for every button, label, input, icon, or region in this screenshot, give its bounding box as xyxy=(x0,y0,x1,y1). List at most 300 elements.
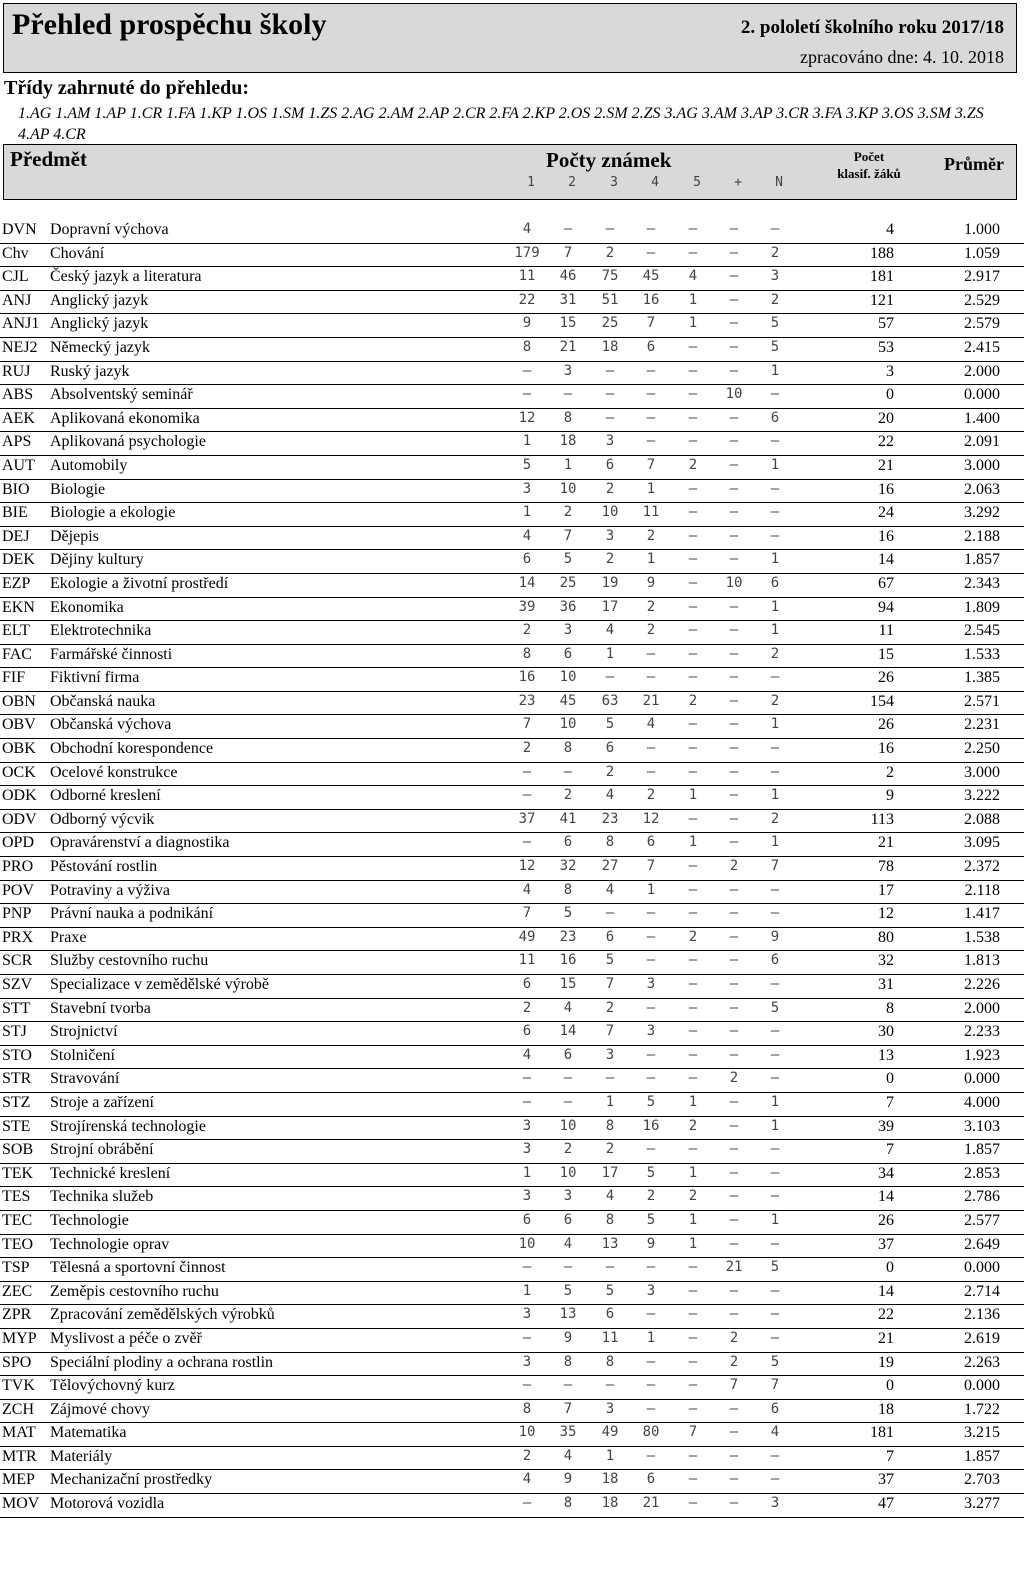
subject-code: TVK xyxy=(2,1377,35,1395)
grade-count-cell: – xyxy=(688,244,698,261)
grade-count-cell: 5 xyxy=(605,952,615,969)
grade-count-cell: 1 xyxy=(770,362,780,379)
grade-count-cell: 2 xyxy=(770,244,780,261)
subject-name: Aplikovaná psychologie xyxy=(50,433,206,451)
table-row xyxy=(0,1423,1024,1447)
grade-count-cell: 3 xyxy=(646,1282,656,1299)
grade-count-cell: – xyxy=(688,1046,698,1063)
average-grade: 2.714 xyxy=(964,1282,1000,1300)
grade-count-cell: – xyxy=(646,1400,656,1417)
grade-count-cell: – xyxy=(688,386,698,403)
subject-name: Zeměpis cestovního ruchu xyxy=(50,1282,219,1300)
grade-count-cell: 2 xyxy=(563,504,573,521)
average-grade: 2.263 xyxy=(964,1353,1000,1371)
subject-code: MOV xyxy=(2,1495,40,1513)
table-row xyxy=(0,692,1024,716)
grade-count-cell: 1 xyxy=(770,1211,780,1228)
subject-code: ZEC xyxy=(2,1282,33,1300)
grade-1-header: 1 xyxy=(527,175,535,190)
subject-code: PRX xyxy=(2,928,34,946)
average-grade: 2.188 xyxy=(964,527,1000,545)
grade-count-cell: 2 xyxy=(646,1188,656,1205)
classes-list: 1.AG 1.AM 1.AP 1.CR 1.FA 1.KP 1.OS 1.SM 1.ZS 2.AG 2.AM 2.AP 2.CR 2.FA 2.KP 2.OS 2.SM 2.ZS 3.AG 3.AM 3.AP 3.CR 3.FA 3.KP 3.OS 3.SM 3.ZS 4.AP 4.CR xyxy=(18,105,984,143)
table-row xyxy=(0,220,1024,244)
grade-count-cell: 6 xyxy=(770,574,780,591)
table-row xyxy=(0,574,1024,598)
subject-code: TEO xyxy=(2,1235,34,1253)
grade-count-cell: 2 xyxy=(770,645,780,662)
subject-code: TES xyxy=(2,1188,31,1206)
grade-count-cell: 1 xyxy=(770,1117,780,1134)
grade-count-cell: 2 xyxy=(605,244,615,261)
grade-count-cell: – xyxy=(688,952,698,969)
grade-count-cell: – xyxy=(646,244,656,261)
table-row xyxy=(0,480,1024,504)
subject-name: Technické kreslení xyxy=(50,1164,171,1182)
subject-code: DEJ xyxy=(2,527,30,545)
grade-count-cell: – xyxy=(729,1235,739,1252)
grade-count-cell: 5 xyxy=(605,716,615,733)
subject-name: Farmářské činnosti xyxy=(50,645,173,663)
grade-count-cell: 2 xyxy=(522,740,532,757)
table-row xyxy=(0,527,1024,551)
table-row xyxy=(0,763,1024,787)
grade-count-cell: 5 xyxy=(605,1282,615,1299)
grade-count-cell: – xyxy=(770,1329,780,1346)
grade-count-cell: 1 xyxy=(688,1164,698,1181)
grade-count-cell: – xyxy=(770,1164,780,1181)
average-grade: 2.091 xyxy=(964,433,1000,451)
grade-count-cell: – xyxy=(688,504,698,521)
grade-count-cell: – xyxy=(646,221,656,237)
subject-name: Český jazyk a literatura xyxy=(50,268,202,286)
subject-name: Občanská nauka xyxy=(50,692,156,710)
subject-name: Matematika xyxy=(50,1424,127,1442)
classified-count: 16 xyxy=(878,480,894,498)
classified-count: 78 xyxy=(878,858,894,876)
average-grade: 2.577 xyxy=(964,1211,1000,1229)
grade-count-cell: 11 xyxy=(642,504,660,521)
grade-count-cell: – xyxy=(729,928,739,945)
grade-count-cell: 4 xyxy=(522,881,532,898)
grade-count-cell: 35 xyxy=(559,1424,577,1441)
subject-code: SPO xyxy=(2,1353,32,1371)
grade-count-cell: 6 xyxy=(522,1023,532,1040)
table-row xyxy=(0,314,1024,338)
grade-count-cell: – xyxy=(563,1377,573,1394)
grade-count-cell: – xyxy=(688,810,698,827)
grade-count-cell: 27 xyxy=(601,858,619,875)
grade-count-cell: 10 xyxy=(559,480,577,497)
grade-count-cell: – xyxy=(522,1377,532,1394)
grade-count-cell: 4 xyxy=(688,268,698,285)
table-row xyxy=(0,621,1024,645)
grade-count-cell: – xyxy=(688,338,698,355)
subject-name: Zájmové chovy xyxy=(50,1400,150,1418)
grade-count-cell: 2 xyxy=(646,622,656,639)
grade-count-cell: – xyxy=(770,669,780,686)
table-row xyxy=(0,550,1024,574)
grade-count-cell: – xyxy=(688,858,698,875)
grade-count-cell: 4 xyxy=(605,1188,615,1205)
grade-count-cell: – xyxy=(729,315,739,332)
average-grade: 2.372 xyxy=(964,858,1000,876)
grade-count-cell: – xyxy=(522,787,532,804)
table-row xyxy=(0,1164,1024,1188)
grade-count-cell: 2 xyxy=(729,1070,739,1087)
grade-count-cell: – xyxy=(646,362,656,379)
subject-name: Praxe xyxy=(50,928,87,946)
grade-count-cell: 6 xyxy=(605,456,615,473)
grade-count-cell: – xyxy=(729,221,739,237)
grade-count-cell: 3 xyxy=(522,480,532,497)
grade-count-cell: – xyxy=(646,999,656,1016)
subject-code: EZP xyxy=(2,574,31,592)
subject-code: ODV xyxy=(2,810,37,828)
grade-count-cell: – xyxy=(646,669,656,686)
grade-count-cell: – xyxy=(688,905,698,922)
grade-count-cell: – xyxy=(563,1070,573,1087)
grade-count-cell: 8 xyxy=(522,645,532,662)
subject-name: Služby cestovního ruchu xyxy=(50,952,209,970)
grade-count-cell: – xyxy=(729,1306,739,1323)
classified-count: 53 xyxy=(878,338,894,356)
grade-count-cell: – xyxy=(770,976,780,992)
subject-code: ZPR xyxy=(2,1306,32,1324)
grade-count-cell: 1 xyxy=(770,834,780,851)
grade-count-cell: 8 xyxy=(563,1353,573,1370)
subject-code: BIO xyxy=(2,480,30,498)
grade-count-cell: – xyxy=(729,787,739,804)
average-grade: 2.088 xyxy=(964,810,1000,828)
subject-code: ODK xyxy=(2,787,37,805)
grade-count-cell: 19 xyxy=(601,574,619,591)
grade-count-cell: 6 xyxy=(522,551,532,568)
grade-count-cell: – xyxy=(646,1070,656,1087)
classified-count: 30 xyxy=(878,1023,894,1041)
classified-count: 4 xyxy=(886,221,894,238)
grade-count-cell: 1 xyxy=(522,433,532,450)
classified-count: 181 xyxy=(870,268,894,286)
classified-count: 17 xyxy=(878,881,894,899)
grade-count-cell: – xyxy=(522,1259,532,1276)
classified-count: 20 xyxy=(878,409,894,427)
classified-count: 67 xyxy=(878,574,894,592)
grade-count-cell: – xyxy=(729,244,739,261)
grade-count-cell: 3 xyxy=(605,433,615,450)
subject-name: Stavební tvorba xyxy=(50,999,151,1017)
grade-count-cell: 17 xyxy=(601,598,619,615)
grade-count-cell: 4 xyxy=(522,221,532,237)
subject-code: AUT xyxy=(2,456,35,474)
subject-name: Motorová vozidla xyxy=(50,1495,165,1513)
grade-count-cell: 1 xyxy=(646,551,656,568)
average-grade: 3.215 xyxy=(964,1424,1000,1442)
grade-count-cell: – xyxy=(729,692,739,709)
classified-count: 181 xyxy=(870,1424,894,1442)
grade-count-cell: – xyxy=(770,905,780,922)
grade-count-cell: 8 xyxy=(605,1117,615,1134)
subject-name: Strojnictví xyxy=(50,1023,118,1041)
grade-count-cell: 10 xyxy=(518,1235,536,1252)
subject-code: MEP xyxy=(2,1471,35,1489)
grade-count-cell: 1 xyxy=(522,1282,532,1299)
subject-code: DEK xyxy=(2,551,35,569)
classified-count: 7 xyxy=(886,1141,894,1159)
subject-name: Stravování xyxy=(50,1070,120,1088)
classified-count: 8 xyxy=(886,999,894,1017)
classified-count: 34 xyxy=(878,1164,894,1182)
grade-count-cell: – xyxy=(522,386,532,403)
classified-count: 22 xyxy=(878,1306,894,1324)
grade-count-cell: 1 xyxy=(522,504,532,521)
grade-count-cell: 10 xyxy=(559,1164,577,1181)
classified-count-header xyxy=(824,148,914,182)
grade-count-cell: – xyxy=(522,763,532,780)
grade-count-cell: 49 xyxy=(518,928,536,945)
average-grade: 3.222 xyxy=(964,787,1000,805)
grade-count-cell: – xyxy=(688,1023,698,1040)
classified-count: 21 xyxy=(878,456,894,474)
subject-code: APS xyxy=(2,433,32,451)
grade-count-cell: – xyxy=(646,1447,656,1464)
grade-count-cell: 15 xyxy=(559,315,577,332)
subject-code: ANJ1 xyxy=(2,315,40,333)
grade-count-cell: 12 xyxy=(518,858,536,875)
grade-count-cell: 6 xyxy=(522,976,532,992)
grade-count-cell: 6 xyxy=(646,1471,656,1488)
grade-count-cell: 5 xyxy=(563,1282,573,1299)
grade-count-cell: 11 xyxy=(518,268,536,285)
grade-count-cell: 45 xyxy=(559,692,577,709)
grade-count-cell: – xyxy=(646,763,656,780)
classified-count: 0 xyxy=(886,1377,894,1395)
subject-name: Mechanizační prostředky xyxy=(50,1471,213,1489)
subject-name: Absolventský seminář xyxy=(50,386,193,404)
grade-count-cell: 16 xyxy=(559,952,577,969)
subject-name: Specializace v zemědělské výrobě xyxy=(50,976,269,993)
classified-count: 21 xyxy=(878,834,894,852)
grade-count-cell: 6 xyxy=(646,338,656,355)
grade-count-cell: 8 xyxy=(563,409,573,426)
grade-count-cell: – xyxy=(770,1306,780,1323)
grade-count-cell: 63 xyxy=(601,692,619,709)
grade-count-cell: 16 xyxy=(518,669,536,686)
grade-count-cell: 2 xyxy=(563,1141,573,1158)
subject-code: FAC xyxy=(2,645,32,663)
grade-count-cell: 9 xyxy=(646,1235,656,1252)
grade-count-cell: 7 xyxy=(563,1400,573,1417)
table-row xyxy=(0,291,1024,315)
grade-count-cell: – xyxy=(770,221,780,237)
table-row xyxy=(0,385,1024,409)
subject-code: ABS xyxy=(2,386,34,404)
classified-count: 113 xyxy=(870,810,894,828)
grade-count-cell: – xyxy=(688,1377,698,1394)
table-row xyxy=(0,244,1024,268)
grade-count-cell: – xyxy=(729,1495,739,1512)
table-row xyxy=(0,456,1024,480)
grade-count-cell: 16 xyxy=(642,1117,660,1134)
grade-count-cell: – xyxy=(729,291,739,308)
grade-count-cell: 4 xyxy=(770,1424,780,1441)
grade-count-cell: 2 xyxy=(522,1447,532,1464)
grade-count-cell: – xyxy=(770,386,780,403)
average-grade: 2.579 xyxy=(964,315,1000,333)
average-grade: 2.649 xyxy=(964,1235,1000,1253)
grade-count-cell: 21 xyxy=(642,1495,660,1512)
grade-count-cell: 2 xyxy=(729,1329,739,1346)
grade-count-cell: 1 xyxy=(688,787,698,804)
table-header xyxy=(3,144,1017,200)
grade-count-cell: – xyxy=(770,763,780,780)
table-row xyxy=(0,1046,1024,1070)
average-grade: 2.250 xyxy=(964,740,1000,758)
subject-code: DVN xyxy=(2,221,37,238)
grade-count-cell: – xyxy=(563,1093,573,1110)
table-row xyxy=(0,1282,1024,1306)
grade-count-cell: – xyxy=(688,1259,698,1276)
table-row xyxy=(0,1376,1024,1400)
average-grade: 2.233 xyxy=(964,1023,1000,1041)
grade-count-cell: – xyxy=(729,480,739,497)
grade-count-cell: – xyxy=(646,433,656,450)
subject-code: ZCH xyxy=(2,1400,34,1418)
subject-name: Automobily xyxy=(50,456,128,474)
grade-count-cell: 1 xyxy=(770,622,780,639)
grade-count-cell: – xyxy=(688,480,698,497)
average-grade: 1.857 xyxy=(964,1447,1000,1465)
grade-count-cell: – xyxy=(729,1188,739,1205)
grade-count-cell: – xyxy=(770,1070,780,1087)
grade-count-cell: 2 xyxy=(770,810,780,827)
average-grade: 2.545 xyxy=(964,622,1000,640)
grade-count-cell: 4 xyxy=(563,999,573,1016)
grade-count-cell: 4 xyxy=(522,527,532,544)
subject-code: PRO xyxy=(2,858,34,876)
average-grade: 2.703 xyxy=(964,1471,1000,1489)
grade-count-cell: – xyxy=(605,221,615,237)
table-row xyxy=(0,833,1024,857)
grade-count-cell: 23 xyxy=(518,692,536,709)
grade-count-cell: – xyxy=(729,433,739,450)
average-grade: 1.417 xyxy=(964,905,1000,923)
grade-count-cell: 2 xyxy=(770,291,780,308)
grade-count-cell: – xyxy=(563,1259,573,1276)
grade-count-cell: 6 xyxy=(605,1306,615,1323)
grade-count-cell: 4 xyxy=(605,787,615,804)
grade-count-cell: 7 xyxy=(729,1377,739,1394)
table-row xyxy=(0,1494,1024,1518)
grade-count-cell: 10 xyxy=(725,574,743,591)
grade-count-cell: 1 xyxy=(646,881,656,898)
grade-count-cell: 8 xyxy=(563,1495,573,1512)
average-grade: 0.000 xyxy=(964,386,1000,404)
table-row xyxy=(0,1258,1024,1282)
subject-code: STE xyxy=(2,1117,31,1135)
grade-count-cell: – xyxy=(729,598,739,615)
table-row xyxy=(0,1187,1024,1211)
grade-count-cell: 5 xyxy=(770,1259,780,1276)
grade-count-cell: – xyxy=(646,386,656,403)
classified-count: 121 xyxy=(870,291,894,309)
grade-count-cell: 5 xyxy=(770,999,780,1016)
grade-count-cell: – xyxy=(688,1329,698,1346)
grade-count-cell: 5 xyxy=(522,456,532,473)
subject-code: STZ xyxy=(2,1093,31,1111)
subject-name: Ocelové konstrukce xyxy=(50,763,178,781)
grade-count-cell: – xyxy=(729,527,739,544)
subject-name: Chování xyxy=(50,244,105,262)
grade-count-cell: 6 xyxy=(646,834,656,851)
grade-count-cell: 2 xyxy=(688,692,698,709)
grade-count-cell: 5 xyxy=(563,551,573,568)
grade-count-cell: 1 xyxy=(688,1093,698,1110)
average-grade: 3.000 xyxy=(964,763,1000,781)
grade-count-cell: 7 xyxy=(646,858,656,875)
grade-count-cell: 4 xyxy=(563,1235,573,1252)
table-row xyxy=(0,999,1024,1023)
subject-code: MYP xyxy=(2,1329,37,1347)
table-row xyxy=(0,1305,1024,1329)
grade-count-cell: 13 xyxy=(559,1306,577,1323)
page-title: Přehled prospěchu školy xyxy=(12,8,327,41)
grade-count-cell: – xyxy=(563,763,573,780)
table-row xyxy=(0,362,1024,386)
grade-count-cell: 2 xyxy=(605,999,615,1016)
subject-name: Zpracování zemědělských výrobků xyxy=(50,1306,275,1324)
grade-count-cell: 9 xyxy=(522,315,532,332)
grade-count-cell: 3 xyxy=(522,1188,532,1205)
grade-count-cell: 8 xyxy=(522,1400,532,1417)
subject-name: Občanská výchova xyxy=(50,716,172,734)
table-row xyxy=(0,1117,1024,1141)
subject-name: Dějiny kultury xyxy=(50,551,144,569)
average-grade: 1.533 xyxy=(964,645,1000,663)
classified-count: 3 xyxy=(886,362,894,380)
classified-count: 21 xyxy=(878,1329,894,1347)
grade-count-cell: 5 xyxy=(646,1164,656,1181)
classified-count: 12 xyxy=(878,905,894,923)
average-grade: 2.343 xyxy=(964,574,1000,592)
classified-count: 94 xyxy=(878,598,894,616)
table-row xyxy=(0,409,1024,433)
grade-count-cell: 7 xyxy=(522,905,532,922)
grade-count-cell: 49 xyxy=(601,1424,619,1441)
subject-code: OBN xyxy=(2,692,36,710)
classified-count: 16 xyxy=(878,740,894,758)
grade-count-cell: 4 xyxy=(605,881,615,898)
subject-code: ANJ xyxy=(2,291,32,309)
grade-count-cell: 18 xyxy=(601,1471,619,1488)
average-grade: 2.619 xyxy=(964,1329,1000,1347)
subject-name: Biologie a ekologie xyxy=(50,504,176,522)
average-grade: 2.136 xyxy=(964,1306,1000,1324)
subject-name: Strojní obrábění xyxy=(50,1141,154,1159)
grade-count-cell: – xyxy=(646,1046,656,1063)
average-grade: 2.786 xyxy=(964,1188,1000,1206)
classified-count: 26 xyxy=(878,1211,894,1229)
grade-count-cell: – xyxy=(605,669,615,686)
grade-count-cell: – xyxy=(729,976,739,992)
grade-count-cell: 6 xyxy=(563,834,573,851)
grade-count-cell: 2 xyxy=(646,787,656,804)
grade-count-cell: 3 xyxy=(522,1117,532,1134)
grade-count-cell: – xyxy=(729,810,739,827)
grade-count-cell: – xyxy=(605,362,615,379)
grade-count-cell: 1 xyxy=(688,291,698,308)
grade-count-cell: 3 xyxy=(522,1141,532,1158)
